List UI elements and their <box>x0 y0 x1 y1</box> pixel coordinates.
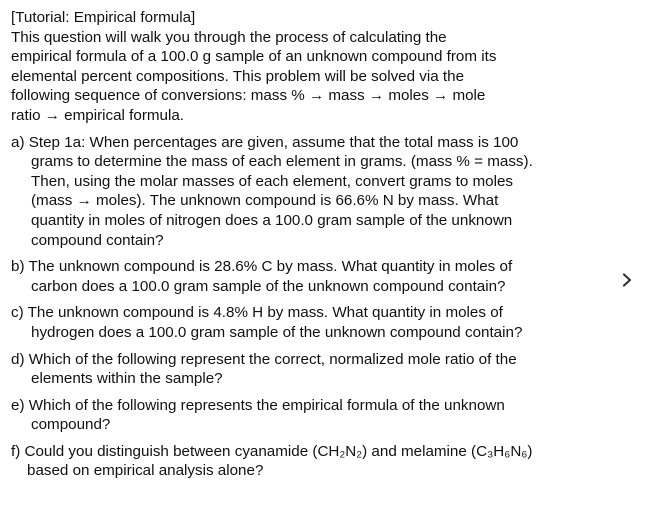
question-text-line: grams to determine the mass of each element in grams. (mass % = mass). <box>31 153 533 171</box>
question-text-line: c) The unknown compound is 4.8% H by mass. What quantity in moles of <box>11 304 503 322</box>
intro-line: elemental percent compositions. This problem will be solved via the <box>11 67 465 85</box>
question-part-c <box>11 303 611 342</box>
question-text-line: e) Which of the following represents the empirical formula of the unknown <box>11 396 505 414</box>
tutorial-title: [Tutorial: Empirical formula] <box>11 9 196 26</box>
question-text-line: d) Which of the following represent the correct, normalized mole ratio of the <box>11 350 517 368</box>
question-text-line: a) Step 1a: When percentages are given, assume that the total mass is 100 <box>11 133 519 151</box>
question-text-line: quantity in moles of nitrogen does a 100.0 gram sample of the unknown <box>31 211 513 229</box>
question-parts <box>11 133 611 482</box>
question-part-e <box>11 396 611 435</box>
intro-line: This question will walk you through the process of calculating the <box>11 28 447 46</box>
question-text-line: compound? <box>31 416 111 434</box>
intro-line: following sequence of conversions: mass % → mass → moles → mole <box>11 87 486 105</box>
question-text-line: (mass → moles). The unknown compound is 66.6% N by mass. What <box>31 192 499 210</box>
intro-line: ratio → empirical formula. <box>11 106 185 124</box>
question-text-line: based on empirical analysis alone? <box>27 462 264 480</box>
question-text-line: b) The unknown compound is 28.6% C by mass. What quantity in moles of <box>11 258 513 276</box>
tutorial-document <box>11 8 611 488</box>
intro-block <box>11 8 611 126</box>
question-part-a <box>11 133 611 251</box>
chevron-right-icon[interactable] <box>619 271 635 289</box>
question-text-line: hydrogen does a 100.0 gram sample of the unknown compound contain? <box>31 323 523 341</box>
question-text-line: elements within the sample? <box>31 370 223 388</box>
question-part-d <box>11 350 611 389</box>
question-part-f <box>11 442 611 481</box>
question-text-line: Then, using the molar masses of each element, convert grams to moles <box>31 172 514 190</box>
intro-line: empirical formula of a 100.0 g sample of an unknown compound from its <box>11 48 497 66</box>
question-text-line: carbon does a 100.0 gram sample of the unknown compound contain? <box>31 277 506 295</box>
question-text-line: compound contain? <box>31 231 164 249</box>
question-text-line: f) Could you distinguish between cyanamide (CH₂N₂) and melamine (C₃H₆N₆) <box>11 442 533 460</box>
question-part-b <box>11 257 611 296</box>
